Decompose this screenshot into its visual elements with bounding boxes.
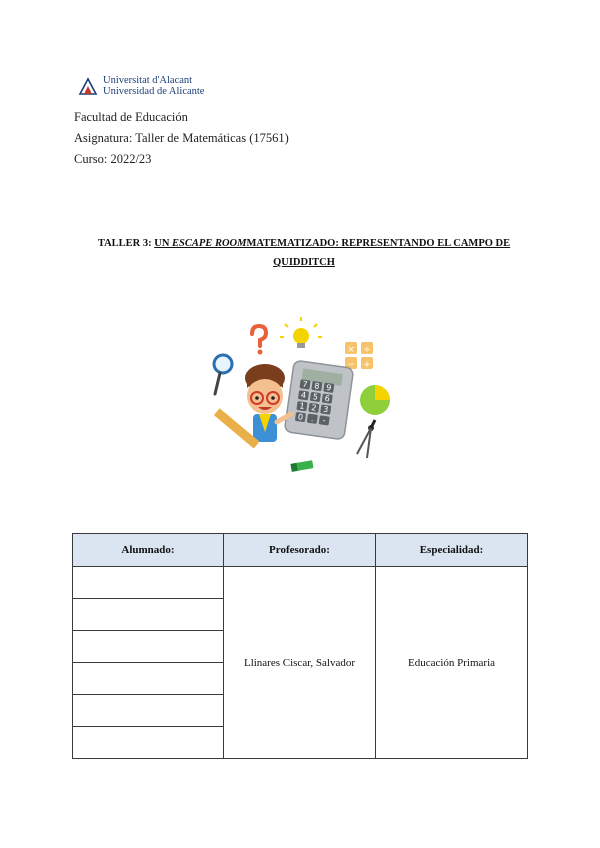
university-name-line2: Universidad de Alicante [103, 86, 205, 97]
title-rest: MATEMATIZADO: REPRESENTANDO EL CAMPO DE [246, 238, 511, 249]
compass-icon [357, 420, 375, 458]
header-teachers: Profesorado: [224, 534, 376, 567]
magnifying-glass-icon [214, 355, 232, 394]
specialty-cell: Educación Primaria [376, 567, 528, 759]
svg-text:÷: ÷ [363, 345, 371, 355]
header-students: Alumnado: [73, 534, 224, 567]
university-name-line1: Universitat d'Alacant [103, 75, 193, 86]
calculator-key-label: 6 [324, 393, 331, 404]
calculator-key-label: 9 [325, 382, 332, 393]
pie-chart-icon [360, 385, 390, 415]
student-cell [73, 631, 224, 663]
math-operators-icon [345, 342, 373, 370]
document-title [74, 234, 534, 272]
title-line1 [74, 234, 534, 253]
svg-text:−: − [347, 360, 355, 370]
math-student-illustration [205, 316, 400, 482]
student-cell [73, 567, 224, 599]
teacher-cell: Llinares Ciscar, Salvador [224, 567, 376, 759]
calculator-icon [284, 360, 353, 440]
eraser-icon [290, 460, 313, 472]
calculator-key-label: 4 [300, 390, 307, 401]
lightbulb-icon [280, 317, 322, 348]
calculator-key-label: 8 [313, 381, 321, 391]
university-logo [78, 75, 208, 99]
table-row [73, 567, 528, 599]
ruler-icon [214, 408, 260, 448]
svg-text:+: + [363, 360, 371, 370]
question-mark-icon [252, 326, 266, 355]
calculator-key-label: 1 [298, 401, 306, 412]
student-icon [245, 364, 291, 442]
student-cell [73, 695, 224, 727]
title-un: UN [154, 238, 173, 249]
student-cell [73, 727, 224, 759]
calculator-key-label: 0 [297, 412, 304, 422]
title-prefix: TALLER 3: [97, 238, 155, 249]
course-line: Curso: 2022/23 [74, 152, 152, 166]
calculator-key-label: 3 [322, 404, 329, 415]
student-cell [73, 599, 224, 631]
university-name [103, 75, 204, 97]
title-underlined [154, 238, 510, 249]
team-info-table [72, 533, 528, 759]
calculator-key-label: - [322, 415, 327, 426]
calculator-key-label: 7 [301, 379, 309, 390]
university-emblem-icon [78, 76, 98, 96]
svg-text:×: × [347, 345, 355, 355]
faculty-line: Facultad de Educación [74, 110, 188, 124]
calculator-key-label: 5 [312, 392, 319, 402]
title-line2: QUIDDITCH [273, 257, 335, 268]
calculator-key-label: . [310, 414, 315, 424]
calculator-key-label: 2 [310, 403, 318, 413]
title-escape-room: ESCAPE ROOM [172, 238, 247, 249]
subject-line: Asignatura: Taller de Matemáticas (17561) [74, 131, 289, 145]
header-specialty: Especialidad: [376, 534, 528, 567]
table-header-row [73, 534, 528, 567]
student-cell [73, 663, 224, 695]
